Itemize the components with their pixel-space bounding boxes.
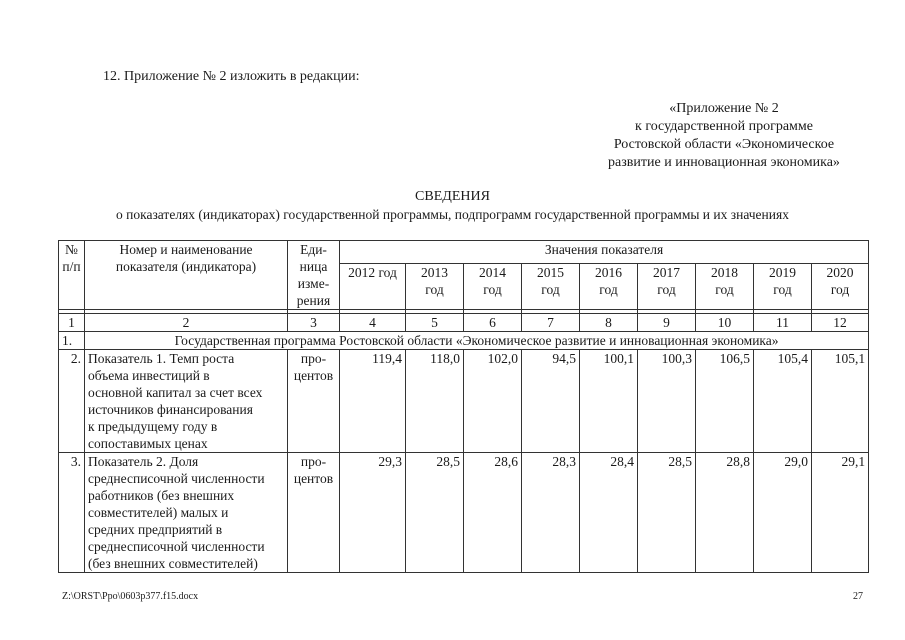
program-row	[59, 332, 869, 350]
year-cell	[580, 264, 638, 310]
unit-cell	[288, 350, 340, 453]
column-number: 9	[638, 314, 696, 332]
column-number: 4	[340, 314, 406, 332]
header-name	[85, 241, 288, 310]
value-cell: 105,4	[754, 350, 812, 453]
table-header-row	[59, 241, 869, 264]
year-cell	[696, 264, 754, 310]
header-values: Значения показателя	[340, 241, 869, 264]
year-cell	[522, 264, 580, 310]
header-text: №	[65, 242, 78, 257]
year-suffix: год	[657, 282, 676, 298]
column-number: 5	[406, 314, 464, 332]
year-suffix: год	[425, 282, 444, 298]
value-cell: 28,5	[406, 453, 464, 573]
year-suffix: год	[541, 282, 560, 298]
column-number: 11	[754, 314, 812, 332]
unit-line: про-	[300, 351, 327, 366]
value-cell: 119,4	[340, 350, 406, 453]
value-cell: 28,6	[464, 453, 522, 573]
value-cell: 100,1	[580, 350, 638, 453]
header-number	[59, 241, 85, 310]
indicator-line: источников финансирования	[88, 402, 253, 417]
year-label: 2017	[653, 265, 680, 281]
unit-cell	[288, 453, 340, 573]
year-label: 2018	[711, 265, 738, 281]
year-suffix: год	[599, 282, 618, 298]
header-text: Еди-	[300, 242, 327, 257]
amendment-intro: 12. Приложение № 2 изложить в редакции:	[103, 69, 360, 84]
column-numbers-row	[59, 314, 869, 332]
header-text: показателя (индикатора)	[115, 259, 257, 274]
year-suffix: год	[715, 282, 734, 298]
indicator-line: работников (без внешних	[88, 488, 235, 503]
indicator-line: основной капитал за счет всех	[88, 385, 263, 400]
column-number: 3	[288, 314, 340, 332]
column-number: 12	[812, 314, 869, 332]
indicator-line: сопоставимых ценах	[88, 436, 208, 451]
year-label: 2019	[769, 265, 796, 281]
value-cell: 28,4	[580, 453, 638, 573]
column-number: 2	[85, 314, 288, 332]
value-cell: 28,8	[696, 453, 754, 573]
program-title: Государственная программа Ростовской области «Экономическое развитие и инновационная экономика»	[85, 332, 869, 350]
column-number: 8	[580, 314, 638, 332]
unit-line: про-	[300, 454, 327, 469]
value-cell: 29,1	[812, 453, 869, 573]
header-text: ница	[299, 259, 328, 274]
year-label: 2020	[826, 265, 854, 281]
value-cell: 106,5	[696, 350, 754, 453]
indicator-name	[85, 350, 288, 453]
indicator-name	[85, 453, 288, 573]
year-cell	[406, 264, 464, 310]
indicators-table	[58, 240, 869, 573]
column-number: 6	[464, 314, 522, 332]
indicator-line: средних предприятий в	[88, 522, 223, 537]
page-number: 27	[853, 591, 863, 602]
year-label: 2013	[421, 265, 448, 281]
year-suffix: год	[483, 282, 502, 298]
year-cell	[754, 264, 812, 310]
row-number: 3.	[59, 453, 85, 573]
value-cell: 29,3	[340, 453, 406, 573]
header-text: изме-	[297, 276, 330, 291]
unit-line: центов	[293, 368, 334, 383]
year-cell	[812, 264, 869, 310]
year-cell	[464, 264, 522, 310]
table-row	[59, 453, 869, 573]
appendix-line: развитие и инновационная экономика»	[608, 155, 840, 170]
unit-line: центов	[293, 471, 334, 486]
column-number: 1	[59, 314, 85, 332]
appendix-line: «Приложение № 2	[669, 101, 779, 116]
value-cell: 102,0	[464, 350, 522, 453]
year-label: 2014	[479, 265, 506, 281]
file-path: Z:\ORST\Ppo\0603p377.f15.docx	[62, 591, 199, 602]
indicator-line: совместителей) малых и	[88, 505, 229, 520]
indicator-line: (без внешних совместителей)	[88, 556, 258, 571]
header-text: Номер и наименование	[119, 242, 253, 257]
indicator-line: среднесписочной численности	[88, 539, 265, 554]
document-subtitle: о показателях (индикаторах) государственной программы, подпрограмм государственной программы и их значениях	[116, 207, 789, 222]
value-cell: 29,0	[754, 453, 812, 573]
row-number: 1.	[59, 332, 85, 350]
value-cell: 105,1	[812, 350, 869, 453]
indicator-line: среднесписочной численности	[88, 471, 265, 486]
year-suffix: год	[830, 282, 850, 298]
year-cell	[340, 264, 406, 310]
appendix-line: Ростовской области «Экономическое	[613, 137, 835, 152]
header-unit	[288, 241, 340, 310]
value-cell: 100,3	[638, 350, 696, 453]
column-number: 7	[522, 314, 580, 332]
year-label: 2015	[537, 265, 564, 281]
indicator-line: к предыдущему году в	[88, 419, 218, 434]
value-cell: 28,3	[522, 453, 580, 573]
year-label: 2016	[595, 265, 622, 281]
appendix-header	[584, 100, 864, 172]
column-number: 10	[696, 314, 754, 332]
table-row	[59, 350, 869, 453]
header-text: рения	[296, 293, 331, 308]
value-cell: 118,0	[406, 350, 464, 453]
appendix-line: к государственной программе	[635, 119, 813, 134]
document-title: СВЕДЕНИЯ	[415, 189, 490, 204]
row-number: 2.	[59, 350, 85, 453]
indicator-line: Показатель 2. Доля	[88, 454, 199, 469]
indicator-line: Показатель 1. Темп роста	[88, 351, 235, 366]
year-cell	[638, 264, 696, 310]
year-label: 2012 год	[348, 265, 397, 281]
header-text: п/п	[62, 259, 81, 274]
year-suffix: год	[773, 282, 792, 298]
value-cell: 28,5	[638, 453, 696, 573]
indicator-line: объема инвестиций в	[88, 368, 210, 383]
value-cell: 94,5	[522, 350, 580, 453]
